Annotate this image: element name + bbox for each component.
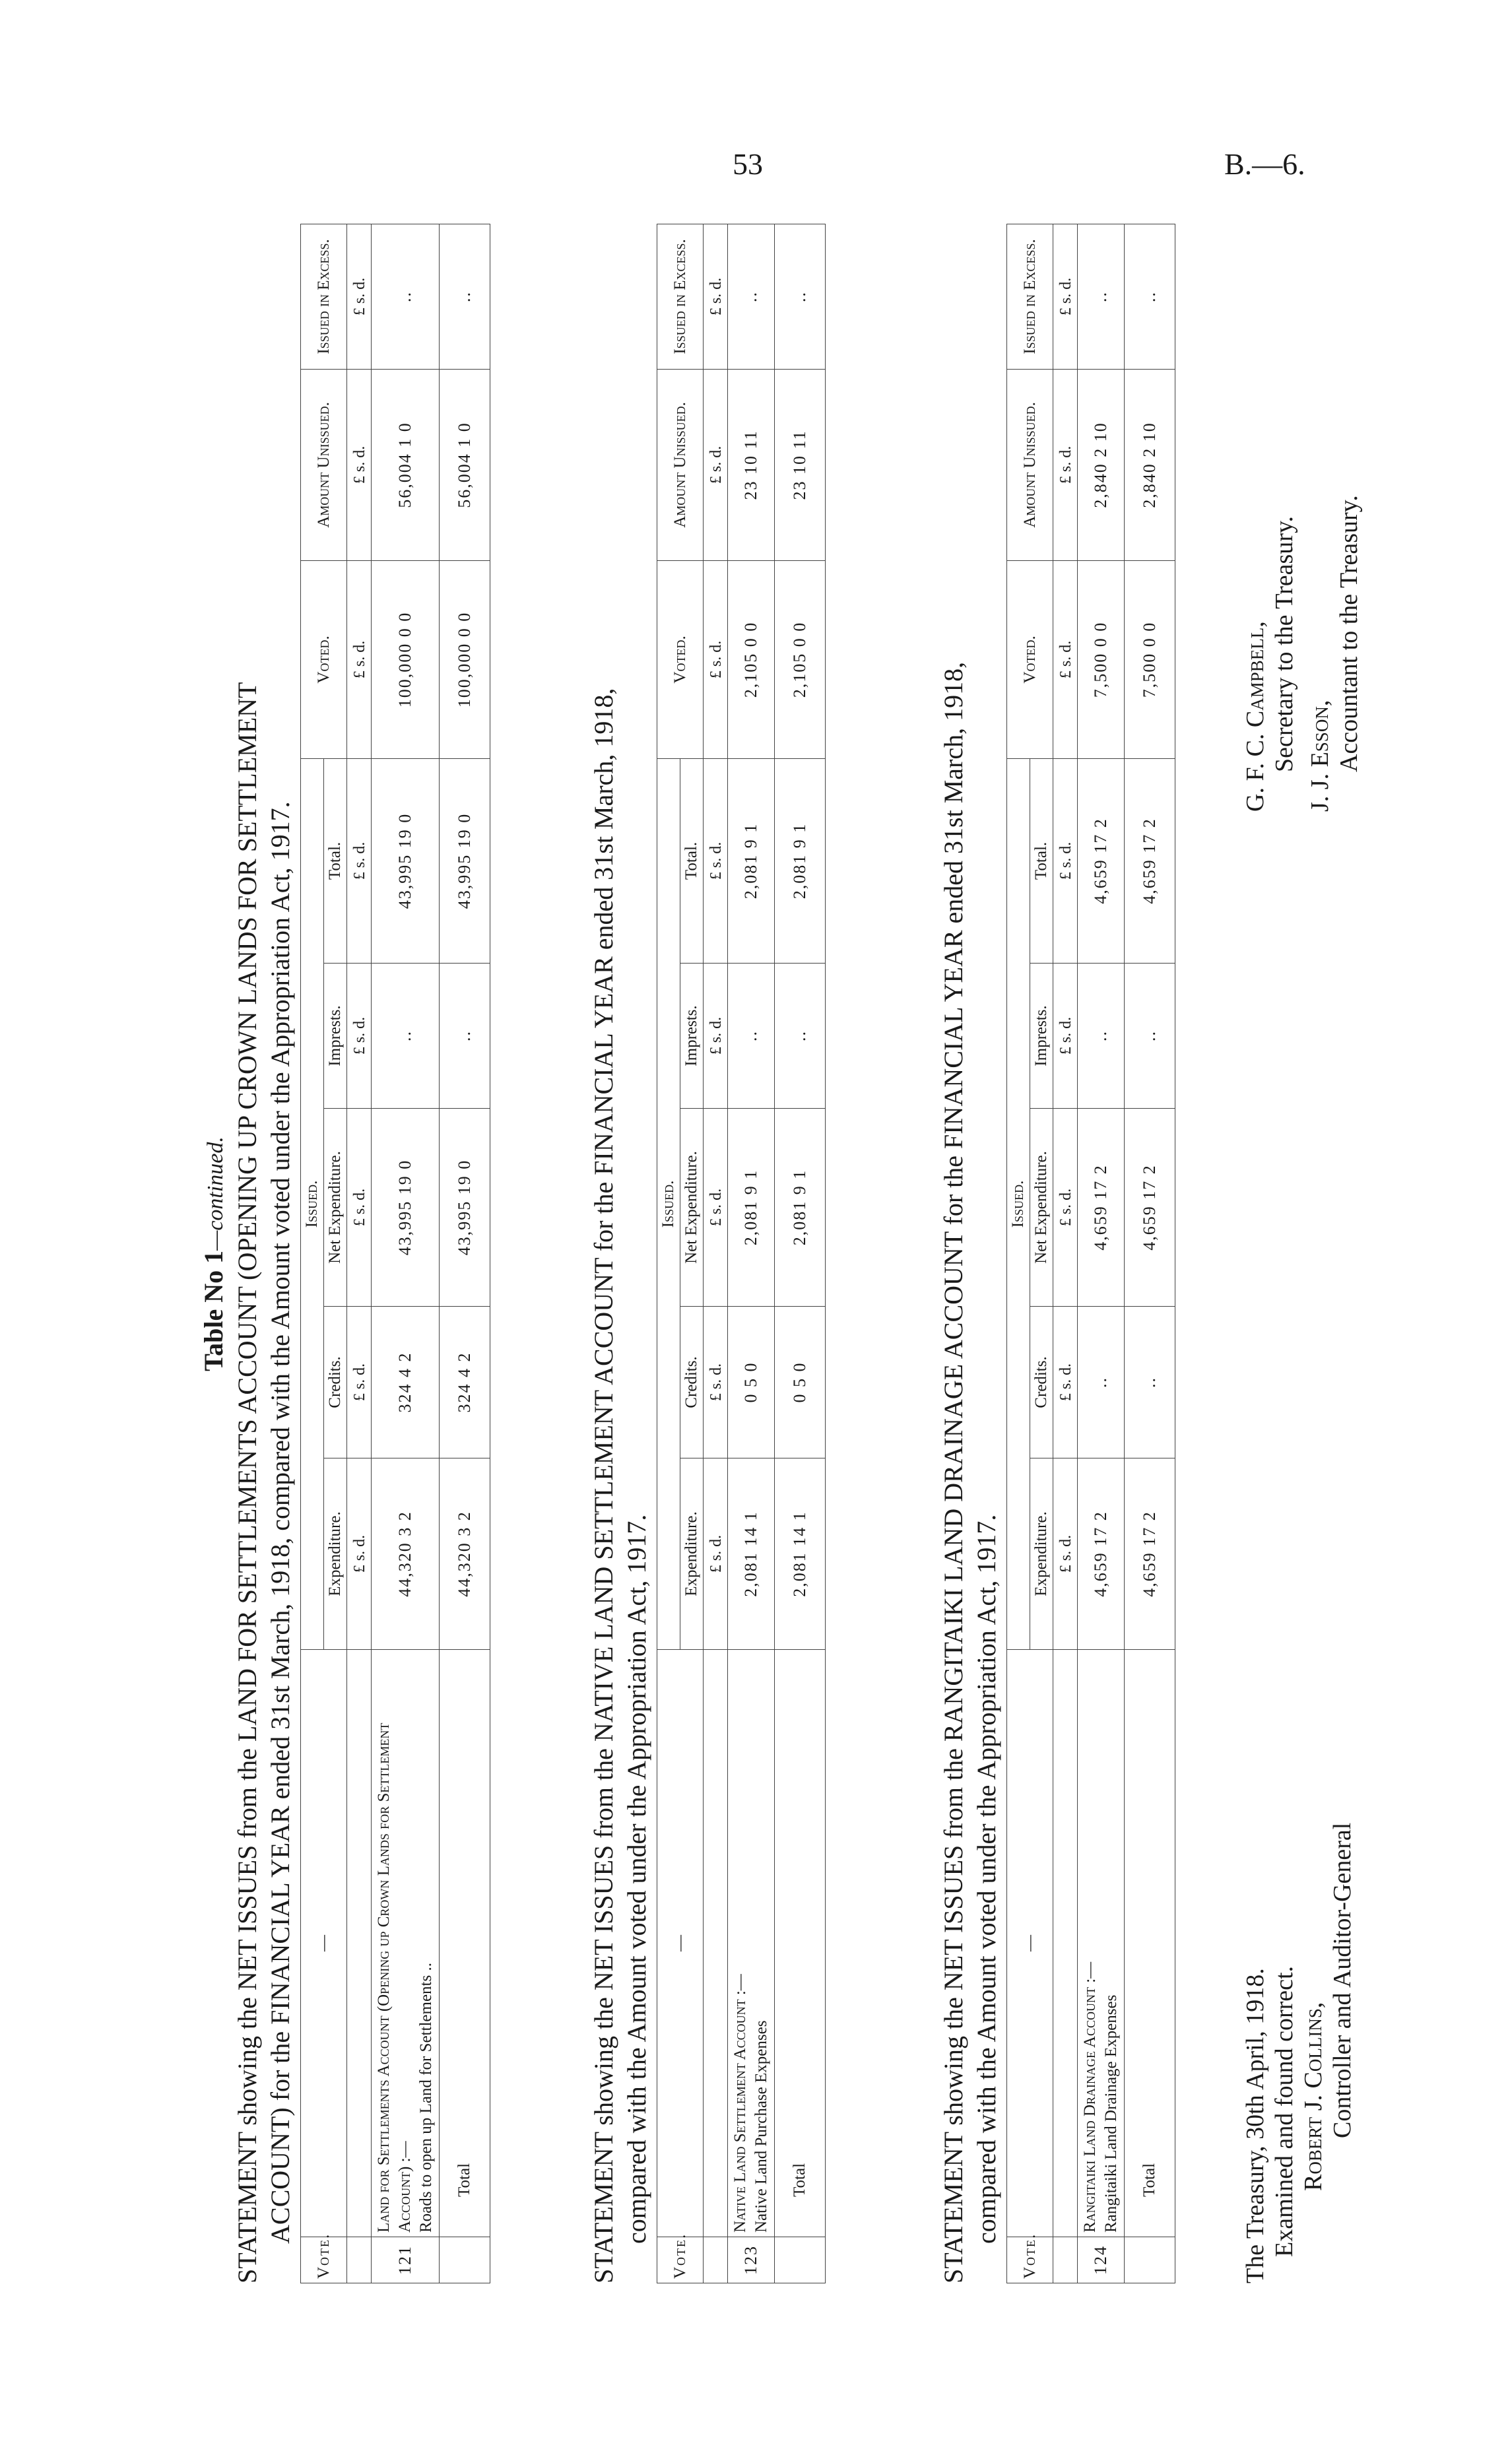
unissued-value: 2,840 2 10	[1078, 369, 1125, 560]
expenditure-total: 4,659 17 2	[1125, 1458, 1175, 1650]
excess-value: ..	[1078, 224, 1125, 369]
unissued-value: 56,004 1 0	[372, 369, 440, 560]
statement-2-title-line2: compared with the Amount voted under the Appropriation Act, 1917.	[622, 1514, 651, 2244]
voted-value: 2,105 0 0	[728, 560, 775, 758]
units-cell: £ s. d.	[1053, 560, 1078, 758]
net-expenditure-value: 43,995 19 0	[372, 1109, 440, 1307]
statement-3-table	[1006, 224, 1175, 2283]
units-cell	[347, 1650, 372, 2237]
units-cell: £ s. d.	[347, 224, 372, 369]
vote-number	[775, 2237, 826, 2283]
units-cell: £ s. d.	[347, 964, 372, 1109]
issued-header: Issued.	[1007, 758, 1030, 1649]
units-cell: £ s. d.	[1053, 224, 1078, 369]
item-name: Native Land Purchase Expenses	[752, 2020, 770, 2233]
units-cell: £ s. d.	[1053, 1307, 1078, 1458]
auditor-name: Robert J. Collins,	[1299, 2002, 1327, 2191]
excess-value: ..	[372, 224, 440, 369]
voted-value: 7,500 0 0	[1078, 560, 1125, 758]
units-cell: £ s. d.	[1053, 369, 1078, 560]
voted-total: 7,500 0 0	[1125, 560, 1175, 758]
expenditure-header: Expenditure.	[680, 1458, 704, 1650]
credits-value: 324 4 2	[372, 1307, 440, 1458]
excess-value: ..	[728, 224, 775, 369]
units-cell: £ s. d.	[704, 1458, 728, 1650]
total-label: Total	[775, 1650, 826, 2237]
item-name: Roads to open up Land for Settlements ..	[417, 1963, 435, 2233]
statement-2-title-line1: STATEMENT showing the NET ISSUES from the NATIVE LAND SETTLEMENT ACCOUNT for the FINANCIAL YEAR ended 31st March, 1918,	[589, 688, 618, 2283]
expenditure-value: 44,320 3 2	[372, 1458, 440, 1650]
units-cell: £ s. d.	[704, 964, 728, 1109]
examined-note: Examined and found correct.	[1270, 1965, 1298, 2257]
imprests-total: ..	[440, 964, 490, 1109]
secretary-title: Secretary to the Treasury.	[1270, 516, 1298, 772]
unissued-header: Amount Unissued.	[1007, 369, 1053, 560]
statement-1-table	[300, 224, 490, 2283]
excess-header: Issued in Excess.	[301, 224, 347, 369]
excess-header: Issued in Excess.	[1007, 224, 1053, 369]
treasury-signature-block	[1241, 231, 1364, 812]
vote-number: 124	[1078, 2237, 1125, 2283]
voted-header: Voted.	[1007, 560, 1053, 758]
expenditure-header: Expenditure.	[1030, 1458, 1053, 1650]
vote-header: Vote.	[301, 2237, 347, 2283]
net-expenditure-total: 43,995 19 0	[440, 1109, 490, 1307]
units-cell	[1053, 2237, 1078, 2283]
imprests-header: Imprests.	[1030, 964, 1053, 1109]
units-cell: £ s. d.	[1053, 964, 1078, 1109]
credits-header: Credits.	[1030, 1307, 1053, 1458]
statement-1-title	[231, 224, 297, 2283]
net-expenditure-value: 2,081 9 1	[728, 1109, 775, 1307]
total-total: 4,659 17 2	[1125, 758, 1175, 963]
statement-3-title-line2: compared with the Amount voted under the Appropriation Act, 1917.	[971, 1514, 1001, 2244]
units-cell: £ s. d.	[1053, 758, 1078, 963]
units-cell: £ s. d.	[704, 560, 728, 758]
voted-value: 100,000 0 0	[372, 560, 440, 758]
credits-header: Credits.	[680, 1307, 704, 1458]
expenditure-value: 2,081 14 1	[728, 1458, 775, 1650]
credits-value: 0 5 0	[728, 1307, 775, 1458]
treasury-date: The Treasury, 30th April, 1918.	[1241, 1968, 1269, 2283]
item-description	[728, 1650, 775, 2237]
total-header: Total.	[1030, 758, 1053, 963]
units-cell	[347, 2237, 372, 2283]
description-header: —	[301, 1650, 347, 2237]
total-total: 2,081 9 1	[775, 758, 826, 963]
table-row	[728, 224, 775, 2283]
statement-1-title-line2: ACCOUNT) for the FINANCIAL YEAR ended 31st March, 1918, compared with the Amount voted under the Appropriation Act, 1917.	[265, 801, 295, 2244]
net-expenditure-total: 2,081 9 1	[775, 1109, 826, 1307]
units-cell: £ s. d.	[347, 369, 372, 560]
imprests-value: ..	[372, 964, 440, 1109]
total-value: 43,995 19 0	[372, 758, 440, 963]
imprests-value: ..	[1078, 964, 1125, 1109]
imprests-header: Imprests.	[324, 964, 347, 1109]
voted-total: 100,000 0 0	[440, 560, 490, 758]
units-cell: £ s. d.	[704, 1307, 728, 1458]
units-cell	[704, 1650, 728, 2237]
table-row	[1078, 224, 1125, 2283]
units-cell: £ s. d.	[347, 758, 372, 963]
statement-2-table	[657, 224, 826, 2283]
total-header: Total.	[324, 758, 347, 963]
credits-value: ..	[1078, 1307, 1125, 1458]
total-label: Total	[1125, 1650, 1175, 2237]
units-cell: £ s. d.	[347, 1109, 372, 1307]
vote-number: 121	[372, 2237, 440, 2283]
expenditure-value: 4,659 17 2	[1078, 1458, 1125, 1650]
credits-total: ..	[1125, 1307, 1175, 1458]
expenditure-total: 2,081 14 1	[775, 1458, 826, 1650]
vote-number	[1125, 2237, 1175, 2283]
imprests-value: ..	[728, 964, 775, 1109]
excess-total: ..	[775, 224, 826, 369]
vote-header: Vote.	[1007, 2237, 1053, 2283]
auditor-title: Controller and Auditor-General	[1329, 1822, 1356, 2138]
voted-header: Voted.	[657, 560, 704, 758]
units-cell: £ s. d.	[1053, 1458, 1078, 1650]
voted-header: Voted.	[301, 560, 347, 758]
units-cell: £ s. d.	[347, 560, 372, 758]
statement-1-title-line1: STATEMENT showing the NET ISSUES from the LAND FOR SETTLEMENTS ACCOUNT (OPENING UP CROWN LANDS FOR SETTLEMENT	[232, 682, 262, 2283]
issued-header: Issued.	[657, 758, 680, 1649]
unissued-header: Amount Unissued.	[301, 369, 347, 560]
total-row	[775, 224, 826, 2283]
units-cell: £ s. d.	[704, 758, 728, 963]
rotated-page-content	[185, 224, 1426, 2283]
vote-number: 123	[728, 2237, 775, 2283]
unissued-header: Amount Unissued.	[657, 369, 704, 560]
imprests-header: Imprests.	[680, 964, 704, 1109]
table-heading-title: Table No 1	[199, 1250, 228, 1371]
units-cell: £ s. d.	[1053, 1109, 1078, 1307]
net-expenditure-header: Net Expenditure.	[1030, 1109, 1053, 1307]
page-number: 53	[733, 147, 763, 181]
statement-3-title	[937, 224, 1003, 2283]
total-label: Total	[440, 1650, 490, 2237]
vote-header: Vote.	[657, 2237, 704, 2283]
table-heading-continued: —continued.	[203, 1136, 228, 1251]
unissued-total: 2,840 2 10	[1125, 369, 1175, 560]
excess-total: ..	[440, 224, 490, 369]
net-expenditure-header: Net Expenditure.	[680, 1109, 704, 1307]
net-expenditure-total: 4,659 17 2	[1125, 1109, 1175, 1307]
auditor-signature-block	[1241, 1491, 1357, 2283]
total-row	[1125, 224, 1175, 2283]
secretary-name: G. F. C. Campbell,	[1241, 621, 1269, 812]
item-description	[1078, 1650, 1125, 2237]
total-header: Total.	[680, 758, 704, 963]
units-cell: £ s. d.	[704, 224, 728, 369]
total-total: 43,995 19 0	[440, 758, 490, 963]
accountant-name: J. J. Esson,	[1306, 700, 1334, 812]
total-row	[440, 224, 490, 2283]
unissued-total: 23 10 11	[775, 369, 826, 560]
excess-header: Issued in Excess.	[657, 224, 704, 369]
units-cell	[704, 2237, 728, 2283]
net-expenditure-header: Net Expenditure.	[324, 1109, 347, 1307]
total-value: 2,081 9 1	[728, 758, 775, 963]
units-cell: £ s. d.	[347, 1458, 372, 1650]
description-header: —	[1007, 1650, 1053, 2237]
issued-header: Issued.	[301, 758, 324, 1649]
excess-total: ..	[1125, 224, 1175, 369]
statement-2-title	[587, 224, 653, 2283]
net-expenditure-value: 4,659 17 2	[1078, 1109, 1125, 1307]
units-cell: £ s. d.	[347, 1307, 372, 1458]
table-heading	[198, 224, 229, 2283]
credits-total: 324 4 2	[440, 1307, 490, 1458]
units-cell	[1053, 1650, 1078, 2237]
imprests-total: ..	[1125, 964, 1175, 1109]
unissued-value: 23 10 11	[728, 369, 775, 560]
statement-3-title-line1: STATEMENT showing the NET ISSUES from the RANGITAIKI LAND DRAINAGE ACCOUNT for the FINANCIAL YEAR ended 31st March, 1918,	[938, 661, 968, 2283]
credits-total: 0 5 0	[775, 1307, 826, 1458]
imprests-total: ..	[775, 964, 826, 1109]
description-header: —	[657, 1650, 704, 2237]
units-cell: £ s. d.	[704, 369, 728, 560]
units-cell: £ s. d.	[704, 1109, 728, 1307]
expenditure-header: Expenditure.	[324, 1458, 347, 1650]
account-name: Rangitaiki Land Drainage Account :—	[1081, 1961, 1099, 2233]
item-description	[372, 1650, 440, 2237]
account-name: Land for Settlements Account (Opening up Crown Lands for Settlement Account) :—	[375, 1722, 414, 2233]
accountant-title: Accountant to the Treasury.	[1335, 495, 1363, 772]
table-row	[372, 224, 440, 2283]
page-reference: B.—6.	[1224, 147, 1305, 181]
account-name: Native Land Settlement Account :—	[731, 1974, 749, 2233]
item-name: Rangitaiki Land Drainage Expenses	[1102, 1994, 1120, 2233]
expenditure-total: 44,320 3 2	[440, 1458, 490, 1650]
voted-total: 2,105 0 0	[775, 560, 826, 758]
vote-number	[440, 2237, 490, 2283]
unissued-total: 56,004 1 0	[440, 369, 490, 560]
credits-header: Credits.	[324, 1307, 347, 1458]
total-value: 4,659 17 2	[1078, 758, 1125, 963]
